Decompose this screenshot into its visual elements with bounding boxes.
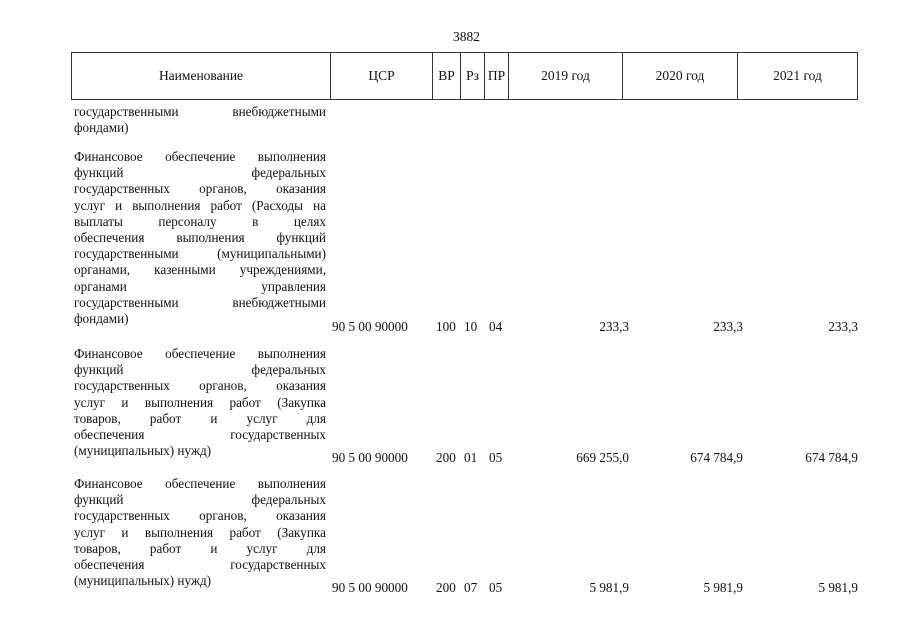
table-row bbox=[71, 476, 858, 596]
table-row-continuation bbox=[71, 104, 858, 137]
table-header bbox=[71, 52, 858, 100]
name-line: фондами) bbox=[74, 310, 129, 326]
name-line: государственными (муниципальными) bbox=[74, 246, 326, 262]
header-2019: 2019 год bbox=[509, 53, 623, 99]
name-line: государственных органов, оказания bbox=[74, 181, 326, 197]
csr-value: 90 5 00 90000 bbox=[332, 318, 408, 334]
header-2020: 2020 год bbox=[623, 53, 738, 99]
name-line: государственных органов, оказания bbox=[74, 378, 326, 394]
pr-value: 04 bbox=[489, 318, 503, 334]
pr-value: 05 bbox=[489, 579, 503, 595]
name-line: государственными внебюджетными bbox=[74, 294, 326, 310]
csr-value: 90 5 00 90000 bbox=[332, 449, 408, 465]
name-line: обеспечения государственных bbox=[74, 426, 326, 442]
name-line: выплаты персоналу в целях bbox=[74, 213, 326, 229]
name-line: государственных органов, оказания bbox=[74, 508, 326, 524]
rz-value: 07 bbox=[464, 579, 478, 595]
name-line: услуг и выполнения работ (Расходы на bbox=[74, 197, 326, 213]
value-2021: 5 981,9 bbox=[818, 579, 858, 595]
name-line: (муниципальных) нужд) bbox=[74, 573, 212, 589]
name-line: Финансовое обеспечение выполнения bbox=[74, 476, 326, 491]
name-line: Финансовое обеспечение выполнения bbox=[74, 346, 326, 361]
name-line: органами, казенными учреждениями, bbox=[74, 262, 326, 278]
name-line: Финансовое обеспечение выполнения bbox=[74, 149, 326, 164]
value-2020: 5 981,9 bbox=[703, 579, 743, 595]
value-2021: 674 784,9 bbox=[805, 449, 858, 465]
vr-value: 200 bbox=[436, 449, 456, 465]
value-2019: 233,3 bbox=[599, 318, 629, 334]
header-rz: Рз bbox=[461, 53, 485, 99]
name-line: функций федеральных bbox=[74, 362, 326, 378]
vr-value: 200 bbox=[436, 579, 456, 595]
csr-value: 90 5 00 90000 bbox=[332, 579, 408, 595]
rz-value: 10 bbox=[464, 318, 478, 334]
table-row bbox=[71, 149, 858, 335]
row-name bbox=[74, 346, 326, 459]
name-line: государственными внебюджетными bbox=[74, 104, 326, 119]
name-line: функций федеральных bbox=[74, 165, 326, 181]
name-line: функций федеральных bbox=[74, 492, 326, 508]
name-line: фондами) bbox=[74, 120, 129, 136]
header-csr: ЦСР bbox=[331, 53, 433, 99]
value-2021: 233,3 bbox=[828, 318, 858, 334]
page-number: 3882 bbox=[453, 29, 480, 44]
name-line: (муниципальных) нужд) bbox=[74, 443, 212, 459]
name-line: услуг и выполнения работ (Закупка bbox=[74, 524, 326, 540]
value-2020: 233,3 bbox=[713, 318, 743, 334]
row-name bbox=[74, 149, 326, 327]
header-name: Наименование bbox=[72, 53, 331, 99]
header-pr: ПР bbox=[485, 53, 509, 99]
row-name bbox=[74, 476, 326, 589]
row-name bbox=[74, 104, 326, 136]
table-row bbox=[71, 346, 858, 466]
value-2019: 669 255,0 bbox=[576, 449, 629, 465]
header-2021: 2021 год bbox=[773, 68, 822, 83]
name-line: товаров, работ и услуг для bbox=[74, 410, 326, 426]
value-2020: 674 784,9 bbox=[690, 449, 743, 465]
header-vr: ВР bbox=[433, 53, 461, 99]
name-line: обеспечения государственных bbox=[74, 556, 326, 572]
pr-value: 05 bbox=[489, 449, 503, 465]
vr-value: 100 bbox=[436, 318, 456, 334]
name-line: товаров, работ и услуг для bbox=[74, 540, 326, 556]
name-line: органами управления bbox=[74, 278, 326, 294]
value-2019: 5 981,9 bbox=[589, 579, 629, 595]
name-line: услуг и выполнения работ (Закупка bbox=[74, 394, 326, 410]
rz-value: 01 bbox=[464, 449, 478, 465]
name-line: обеспечения выполнения функций bbox=[74, 229, 326, 245]
